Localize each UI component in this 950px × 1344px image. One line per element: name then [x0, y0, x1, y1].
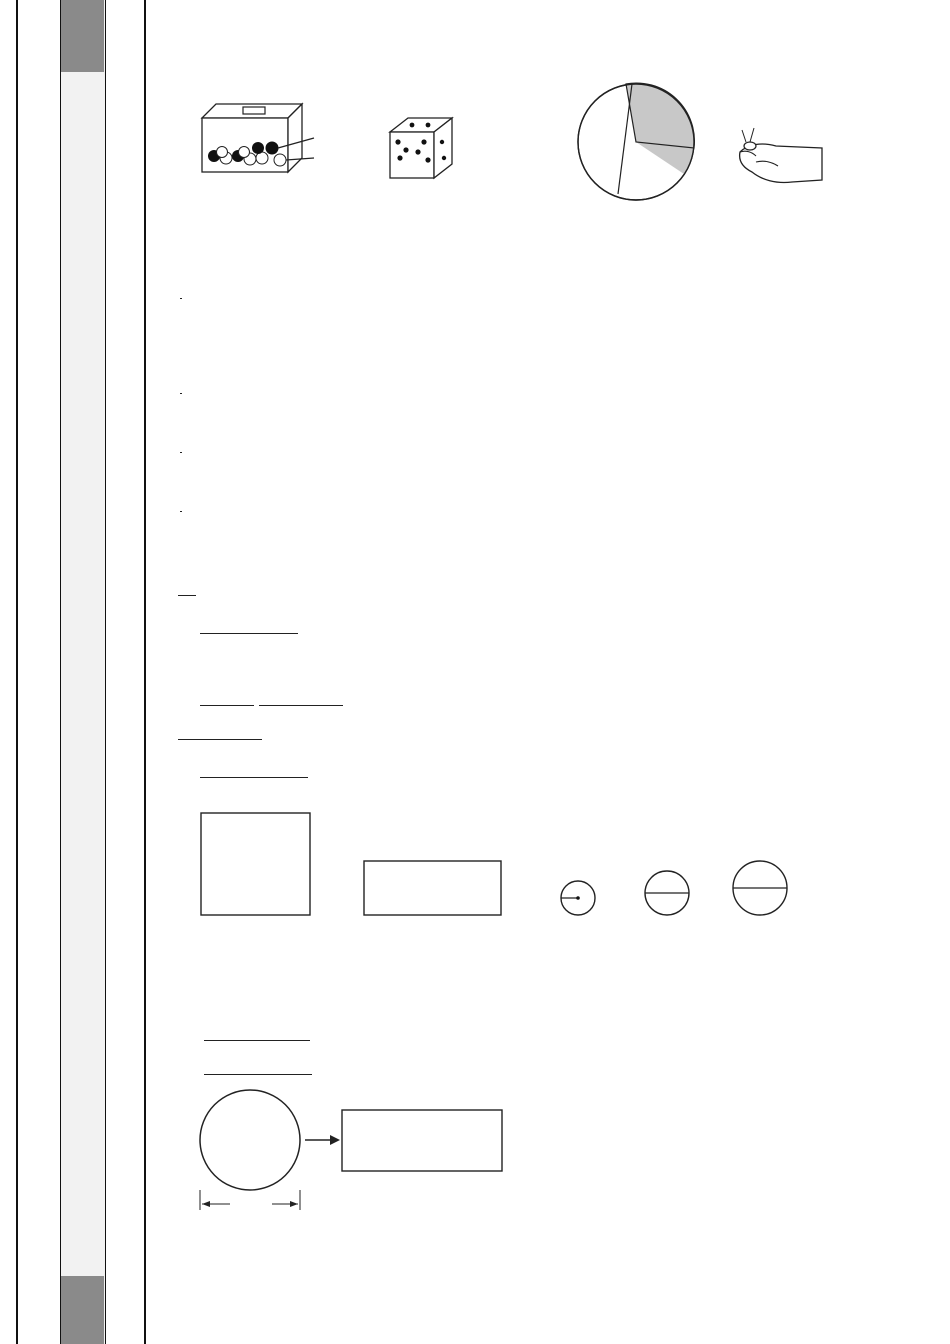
margin-outer-border: [16, 0, 18, 1344]
sector-circle: [200, 1090, 300, 1190]
q6-line2: [200, 619, 298, 640]
q4-figure-dice: [372, 76, 562, 206]
q6-blank-max[interactable]: [178, 581, 196, 596]
q7-blank-m[interactable]: [200, 691, 254, 706]
q7-line2: [200, 691, 343, 712]
fraction-one-third: [180, 393, 182, 394]
q8-line2: [200, 763, 308, 784]
rearranged-rectangle: [342, 1110, 502, 1171]
q9-step3: [204, 1060, 312, 1081]
q6-line1: [178, 581, 196, 602]
margin-band: [60, 0, 106, 1344]
q9-blank-length[interactable]: [204, 1026, 310, 1041]
q6-blank-min[interactable]: [200, 619, 298, 634]
fraction-one-third: [180, 452, 182, 453]
q5-option-d: [178, 509, 184, 529]
q5-option-c: [178, 450, 184, 470]
q9-circle-to-rectangle-figure: [190, 1086, 520, 1216]
q8-blank-choice[interactable]: [178, 725, 262, 740]
q8-blank-area[interactable]: [200, 763, 308, 778]
q5-option-b: [178, 391, 184, 411]
q4-figure-box: [190, 76, 390, 206]
q8-figures: [190, 790, 810, 945]
q9-step2: [204, 1026, 310, 1047]
margin-inner-border: [144, 0, 146, 1344]
q4-figure-coin: [704, 76, 904, 206]
q5-stem: [178, 296, 184, 316]
q8-line1: [178, 725, 262, 746]
fraction-one-third: [180, 298, 182, 299]
margin-band-bottom-shade: [61, 1276, 104, 1344]
margin-band-top-shade: [61, 0, 104, 72]
q7-blank-lcm[interactable]: [259, 691, 343, 706]
fraction-one-third: [180, 511, 182, 512]
q4-figure-pie: [556, 76, 706, 206]
q9-blank-area[interactable]: [204, 1060, 312, 1075]
